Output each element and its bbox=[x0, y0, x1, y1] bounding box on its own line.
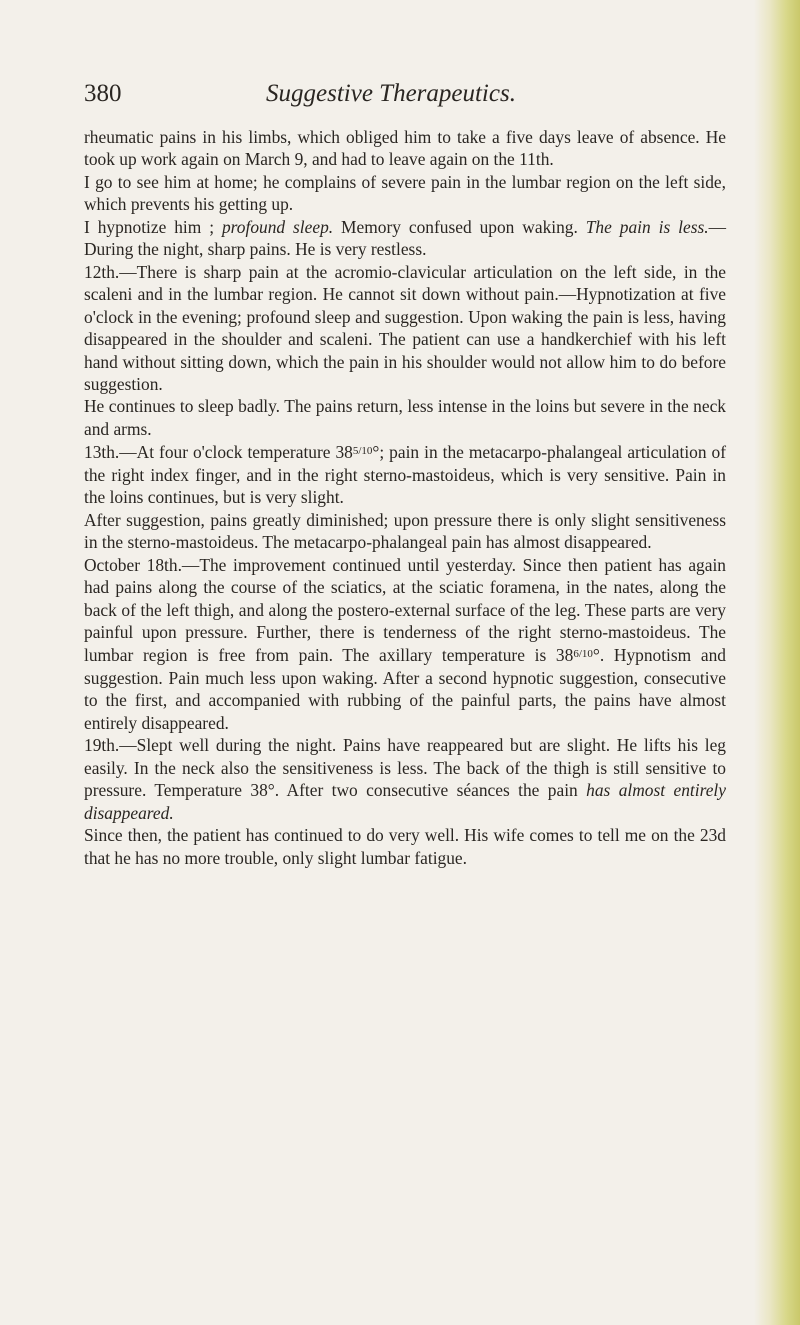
page-edge bbox=[754, 0, 800, 1325]
text-segment: I go to see him at home; he complains of severe pain in the lumbar region on the left side, which prevents his getting up. bbox=[84, 171, 726, 215]
page-number: 380 bbox=[84, 80, 122, 107]
text-segment: 12th.—There is sharp pain at the acromio-clavicular articulation on the left side, in the scaleni and in the lumbar region. He cannot sit down without pain.—Hypnotization at five o'clock in the evening; profound sleep and suggestion. Upon waking the pain is less, having disappeared in the shoulder and scaleni. The patient can use a handkerchief with his left hand without sitting down, which the pain in his shoulder would not allow him to do before suggestion. bbox=[84, 261, 726, 394]
paragraph-hypnotize bbox=[84, 216, 726, 261]
italic-text: has almost entirely disappeared. bbox=[84, 780, 726, 823]
text-segment: October 18th.—The improvement continued until yesterday. Since then patient has again had pains along the course of the sciatics, at the sciatic foramena, in the nates, along the back of the left thigh, and along the postero-external surface of the leg. These parts are very painful upon pressure. Further, there is tenderness of the right sterno-mastoideus. The lumbar region is free from pain. The axillary temperature is 38 bbox=[84, 554, 726, 666]
paragraph-13th bbox=[84, 440, 726, 508]
text-segment: 13th.—At four o'clock temperature 38 bbox=[84, 442, 353, 463]
text-segment: After suggestion, pains greatly diminished; upon pressure there is only slight sensitiveness in the sterno-mastoideus. The metacarpo-phalangeal pain has almost disappeared. bbox=[84, 509, 726, 553]
text-segment: 19th.—Slept well during the night. Pains have reappeared but are slight. He lifts his leg easily. In the neck also the sensitiveness is less. The back of the thigh is still sensitive to pressure. Temperature 38°. After two consecutive séances the pain bbox=[84, 735, 726, 801]
paragraph-19th bbox=[84, 734, 726, 824]
italic-text: profound sleep. bbox=[221, 216, 334, 237]
paragraph-home-visit bbox=[84, 171, 726, 216]
text-segment: °. Hypnotism and suggestion. Pain much less upon waking. After a second hypnotic suggestion, consecutive to the first, and accompanied with rubbing of the painful parts, the pains have almost entirely disappeared. bbox=[84, 645, 726, 733]
italic-text: The pain is less. bbox=[585, 216, 709, 237]
paragraph-after-suggestion bbox=[84, 509, 726, 554]
body-text bbox=[84, 126, 726, 869]
text-segment: Memory confused upon waking. bbox=[333, 216, 586, 237]
text-segment: rheumatic pains in his limbs, which obliged him to take a five days leave of absence. He took up work again on March 9, and had to leave again on the 11th. bbox=[84, 127, 726, 170]
page-header bbox=[84, 80, 554, 120]
paragraph-absence bbox=[84, 126, 726, 171]
paragraph-12th bbox=[84, 261, 726, 396]
paragraph-sleeps-badly bbox=[84, 395, 726, 440]
temperature-fraction: 6/10 bbox=[573, 648, 593, 661]
text-segment: Since then, the patient has continued to do very well. His wife comes to tell me on the 23d that he has no more trouble, only slight lumbar fatigue. bbox=[84, 825, 726, 868]
paragraph-since-then bbox=[84, 824, 726, 869]
text-segment: I hypnotize him ; bbox=[84, 216, 222, 237]
running-title: Suggestive Therapeutics. bbox=[266, 80, 516, 107]
text-segment: °; pain in the metacarpo-phalangeal articulation of the right index finger, and in the right sterno-mastoideus, which is very sensitive. Pain in the loins continues, but is very slight. bbox=[84, 442, 727, 508]
paragraph-october-18th bbox=[84, 554, 726, 735]
text-segment: —During the night, sharp pains. He is very restless. bbox=[84, 216, 726, 260]
text-segment: He continues to sleep badly. The pains return, less intense in the loins but severe in the neck and arms. bbox=[84, 396, 726, 439]
temperature-fraction: 5/10 bbox=[352, 445, 373, 458]
